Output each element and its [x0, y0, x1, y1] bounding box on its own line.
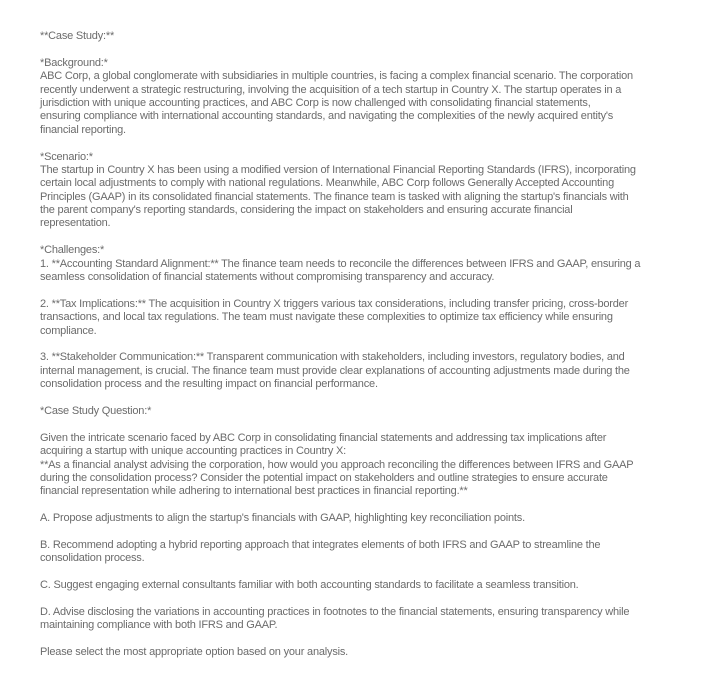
challenge-line: seamless consolidation of financial statements without compromising transparency and accuracy.: [40, 271, 495, 284]
challenges-section: [40, 244, 710, 391]
instruction-footer: Please select the most appropriate option based on your analysis.: [40, 645, 349, 658]
document-title: **Case Study:**: [40, 30, 115, 42]
challenge-line: consolidation process and the resulting impact on financial performance.: [40, 378, 378, 391]
option-line: B. Recommend adopting a hybrid reporting approach that integrates elements of both IFRS and GAAP to streamline the: [40, 538, 601, 551]
challenge-line: 2. **Tax Implications:** The acquisition in Country X triggers various tax considerations, including transfer pricing, cross-border: [40, 297, 629, 310]
challenge-line: 3. **Stakeholder Communication:** Transparent communication with stakeholders, including investors, regulatory bodies, and: [40, 351, 625, 364]
case-study-document: [40, 30, 710, 659]
challenge-line: transactions, and local tax regulations. The team must navigate these complexities to optimize tax efficiency while ensuring: [40, 311, 613, 324]
scenario-line: representation.: [40, 217, 111, 230]
question-line: financial representation while adhering to international best practices in financial reporting.**: [40, 485, 468, 498]
option-a: [40, 512, 710, 525]
background-line: ABC Corp, a global conglomerate with subsidiaries in multiple countries, is facing a complex financial scenario. The corporation: [40, 70, 633, 83]
background-line: financial reporting.: [40, 123, 126, 136]
challenge-item: [40, 258, 710, 285]
question-heading: *Case Study Question:*: [40, 404, 152, 417]
option-line: consolidation process.: [40, 552, 145, 565]
scenario-line: Principles (GAAP) in its consolidated financial statements. The finance team is tasked with aligning the startup's financials with: [40, 190, 629, 203]
scenario-line: The startup in Country X has been using a modified version of International Financial Reporting Standards (IFRS), incorporating: [40, 163, 636, 176]
question-section: [40, 405, 710, 499]
option-d: [40, 606, 710, 633]
background-section: [40, 57, 710, 137]
option-c: [40, 579, 710, 592]
challenge-line: internal management, is crucial. The finance team must provide clear explanations of accounting adjustments made during the: [40, 364, 630, 377]
background-line: recently underwent a strategic restructuring, involving the acquisition of a tech startup in Country X. The startup operates in a: [40, 83, 622, 96]
challenge-item: [40, 351, 710, 391]
question-line: during the consolidation process? Consider the potential impact on stakeholders and outline strategies to ensure accurate: [40, 471, 608, 484]
background-line: ensuring compliance with international accounting standards, and navigating the complexities of the newly acquired entity's: [40, 110, 614, 123]
question-line: acquiring a startup with unique accounting practices in Country X:: [40, 445, 346, 458]
background-line: jurisdiction with unique accounting practices, and ABC Corp is now challenged with consolidating financial statements,: [40, 96, 591, 109]
challenge-line: 1. **Accounting Standard Alignment:** The finance team needs to reconcile the differences between IFRS and GAAP, ensuring a: [40, 257, 641, 270]
question-line: Given the intricate scenario faced by ABC Corp in consolidating financial statements and addressing tax implications after: [40, 431, 607, 444]
option-line: C. Suggest engaging external consultants familiar with both accounting standards to facilitate a seamless transition.: [40, 579, 579, 592]
option-b: [40, 539, 710, 566]
option-line: A. Propose adjustments to align the startup's financials with GAAP, highlighting key reconciliation points.: [40, 512, 525, 525]
scenario-heading: *Scenario:*: [40, 150, 93, 163]
challenge-item: [40, 298, 710, 338]
scenario-section: [40, 151, 710, 231]
scenario-line: the parent company's reporting standards, considering the impact on stakeholders and ensuring accurate financial: [40, 204, 573, 217]
background-heading: *Background:*: [40, 56, 108, 69]
option-line: D. Advise disclosing the variations in accounting practices in footnotes to the financial statements, ensuring transparency while: [40, 605, 630, 618]
challenge-line: compliance.: [40, 324, 97, 337]
option-line: maintaining compliance with both IFRS and GAAP.: [40, 619, 278, 632]
challenges-heading: *Challenges:*: [40, 244, 105, 257]
question-line: **As a financial analyst advising the corporation, how would you approach reconciling the differences between IFRS and GAAP: [40, 458, 634, 471]
scenario-line: certain local adjustments to comply with national regulations. Meanwhile, ABC Corp follows Generally Accepted Accounting: [40, 177, 614, 190]
